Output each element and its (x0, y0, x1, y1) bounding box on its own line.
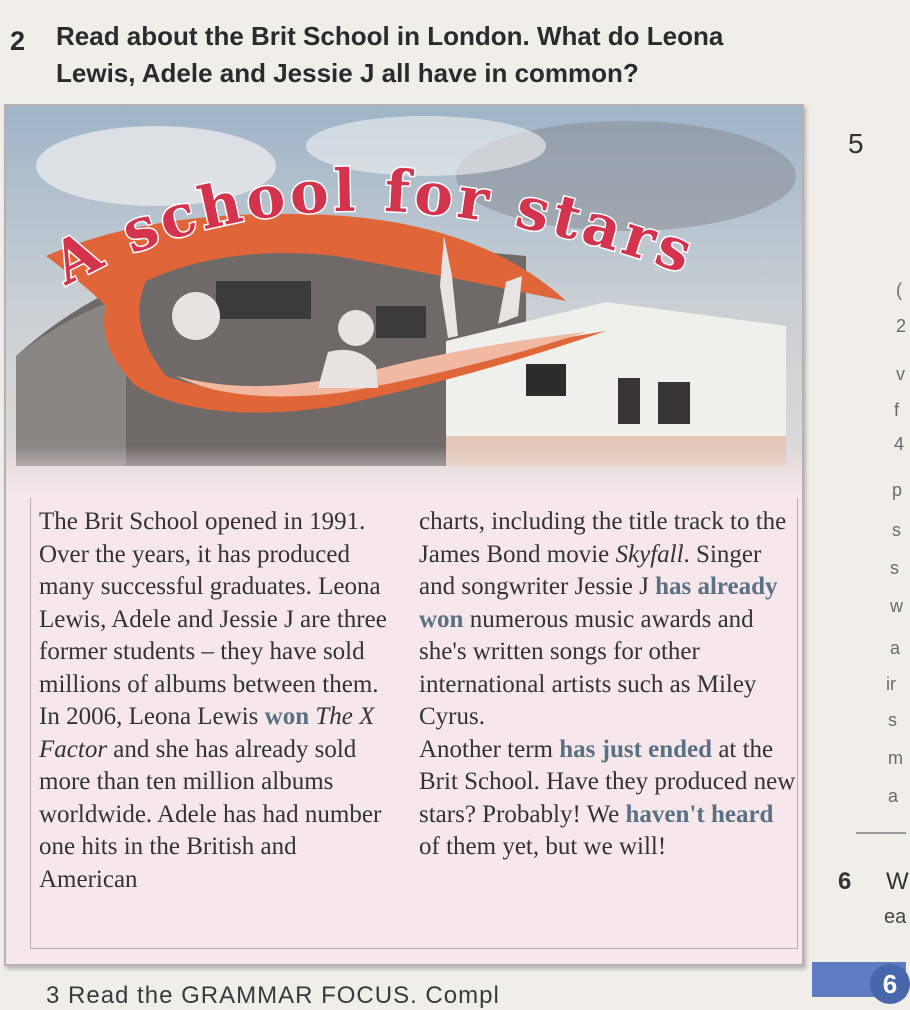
column-2-paragraph-1 (419, 506, 799, 734)
article-column-2 (419, 506, 799, 864)
exercise-number: 2 (10, 26, 26, 56)
exercise-question: Read about the Brit School in London. What do Leona Lewis, Adele and Jessie J all have in common? (56, 21, 724, 88)
col1-italic-x-factor: The X Factor (39, 703, 375, 763)
right-fragment: a (888, 786, 899, 806)
right-fragment: ( (896, 280, 902, 300)
right-fragment: a (890, 638, 901, 658)
exercise-6-number: 6 (838, 868, 852, 895)
col2-p2-seg1: Another term (419, 735, 560, 763)
right-divider (856, 832, 906, 834)
svg-text:A school for stars (40, 157, 704, 299)
article-column-1 (39, 506, 399, 896)
right-fragment: s (890, 558, 899, 578)
col2-highlight-has-just-ended: has just ended (559, 735, 713, 763)
right-fragment: 2 (896, 316, 907, 336)
banner-title: A school for stars (41, 156, 705, 298)
col2-highlight-has-already-won: has already won (419, 573, 778, 633)
page-tab-label: 6 (870, 964, 910, 1004)
col2-italic-skyfall: Skyfall (615, 540, 684, 568)
col2-p2-seg3: at the Brit School. Have they produced new stars? Probably! We (419, 735, 796, 828)
right-fragment: 4 (894, 434, 905, 454)
exercise-6-fragment-2: ea (884, 906, 907, 928)
article-text (30, 498, 798, 949)
right-fragment: p (892, 480, 903, 500)
right-page-number: 5 (848, 128, 864, 159)
col2-seg5: numerous music awards and she's written songs for other international artists such as Miley Cyrus. (419, 605, 757, 730)
col1-seg4: and she has already sold more than ten million albums worldwide. Adele has had number one hits in the British and American (39, 735, 382, 893)
right-fragment: w (890, 596, 903, 616)
right-fragment: s (892, 520, 901, 540)
col1-seg1: The Brit School opened in 1991. Over the years, it has produced many successful graduates. Leona Lewis, Adele and Jessie J are three former students – they have sold millions of albums between them. In 2006, Leona Lewis (39, 508, 387, 730)
col2-highlight-havent-heard: haven't heard (625, 800, 774, 828)
right-fragment: f (894, 400, 900, 420)
right-fragment: v (896, 364, 905, 384)
right-fragment: m (888, 748, 903, 768)
banner-illustration (6, 106, 802, 498)
col2-seg1: charts, including the title track to the James Bond movie (419, 508, 787, 568)
column-1-paragraph (39, 506, 399, 896)
column-2-paragraph-2 (419, 734, 799, 864)
next-exercise-text: 3 Read the GRAMMAR FOCUS. Compl (46, 982, 500, 1009)
col1-highlight-won: won (264, 703, 316, 730)
article-card (4, 104, 804, 966)
col2-p2-seg5: of them yet, but we will! (419, 833, 667, 860)
exercise-6-fragment: W (886, 868, 909, 895)
col2-seg3: . Singer and songwriter Jessie J (419, 540, 762, 600)
right-fragment: ir (886, 674, 896, 694)
right-fragment: s (888, 710, 897, 730)
